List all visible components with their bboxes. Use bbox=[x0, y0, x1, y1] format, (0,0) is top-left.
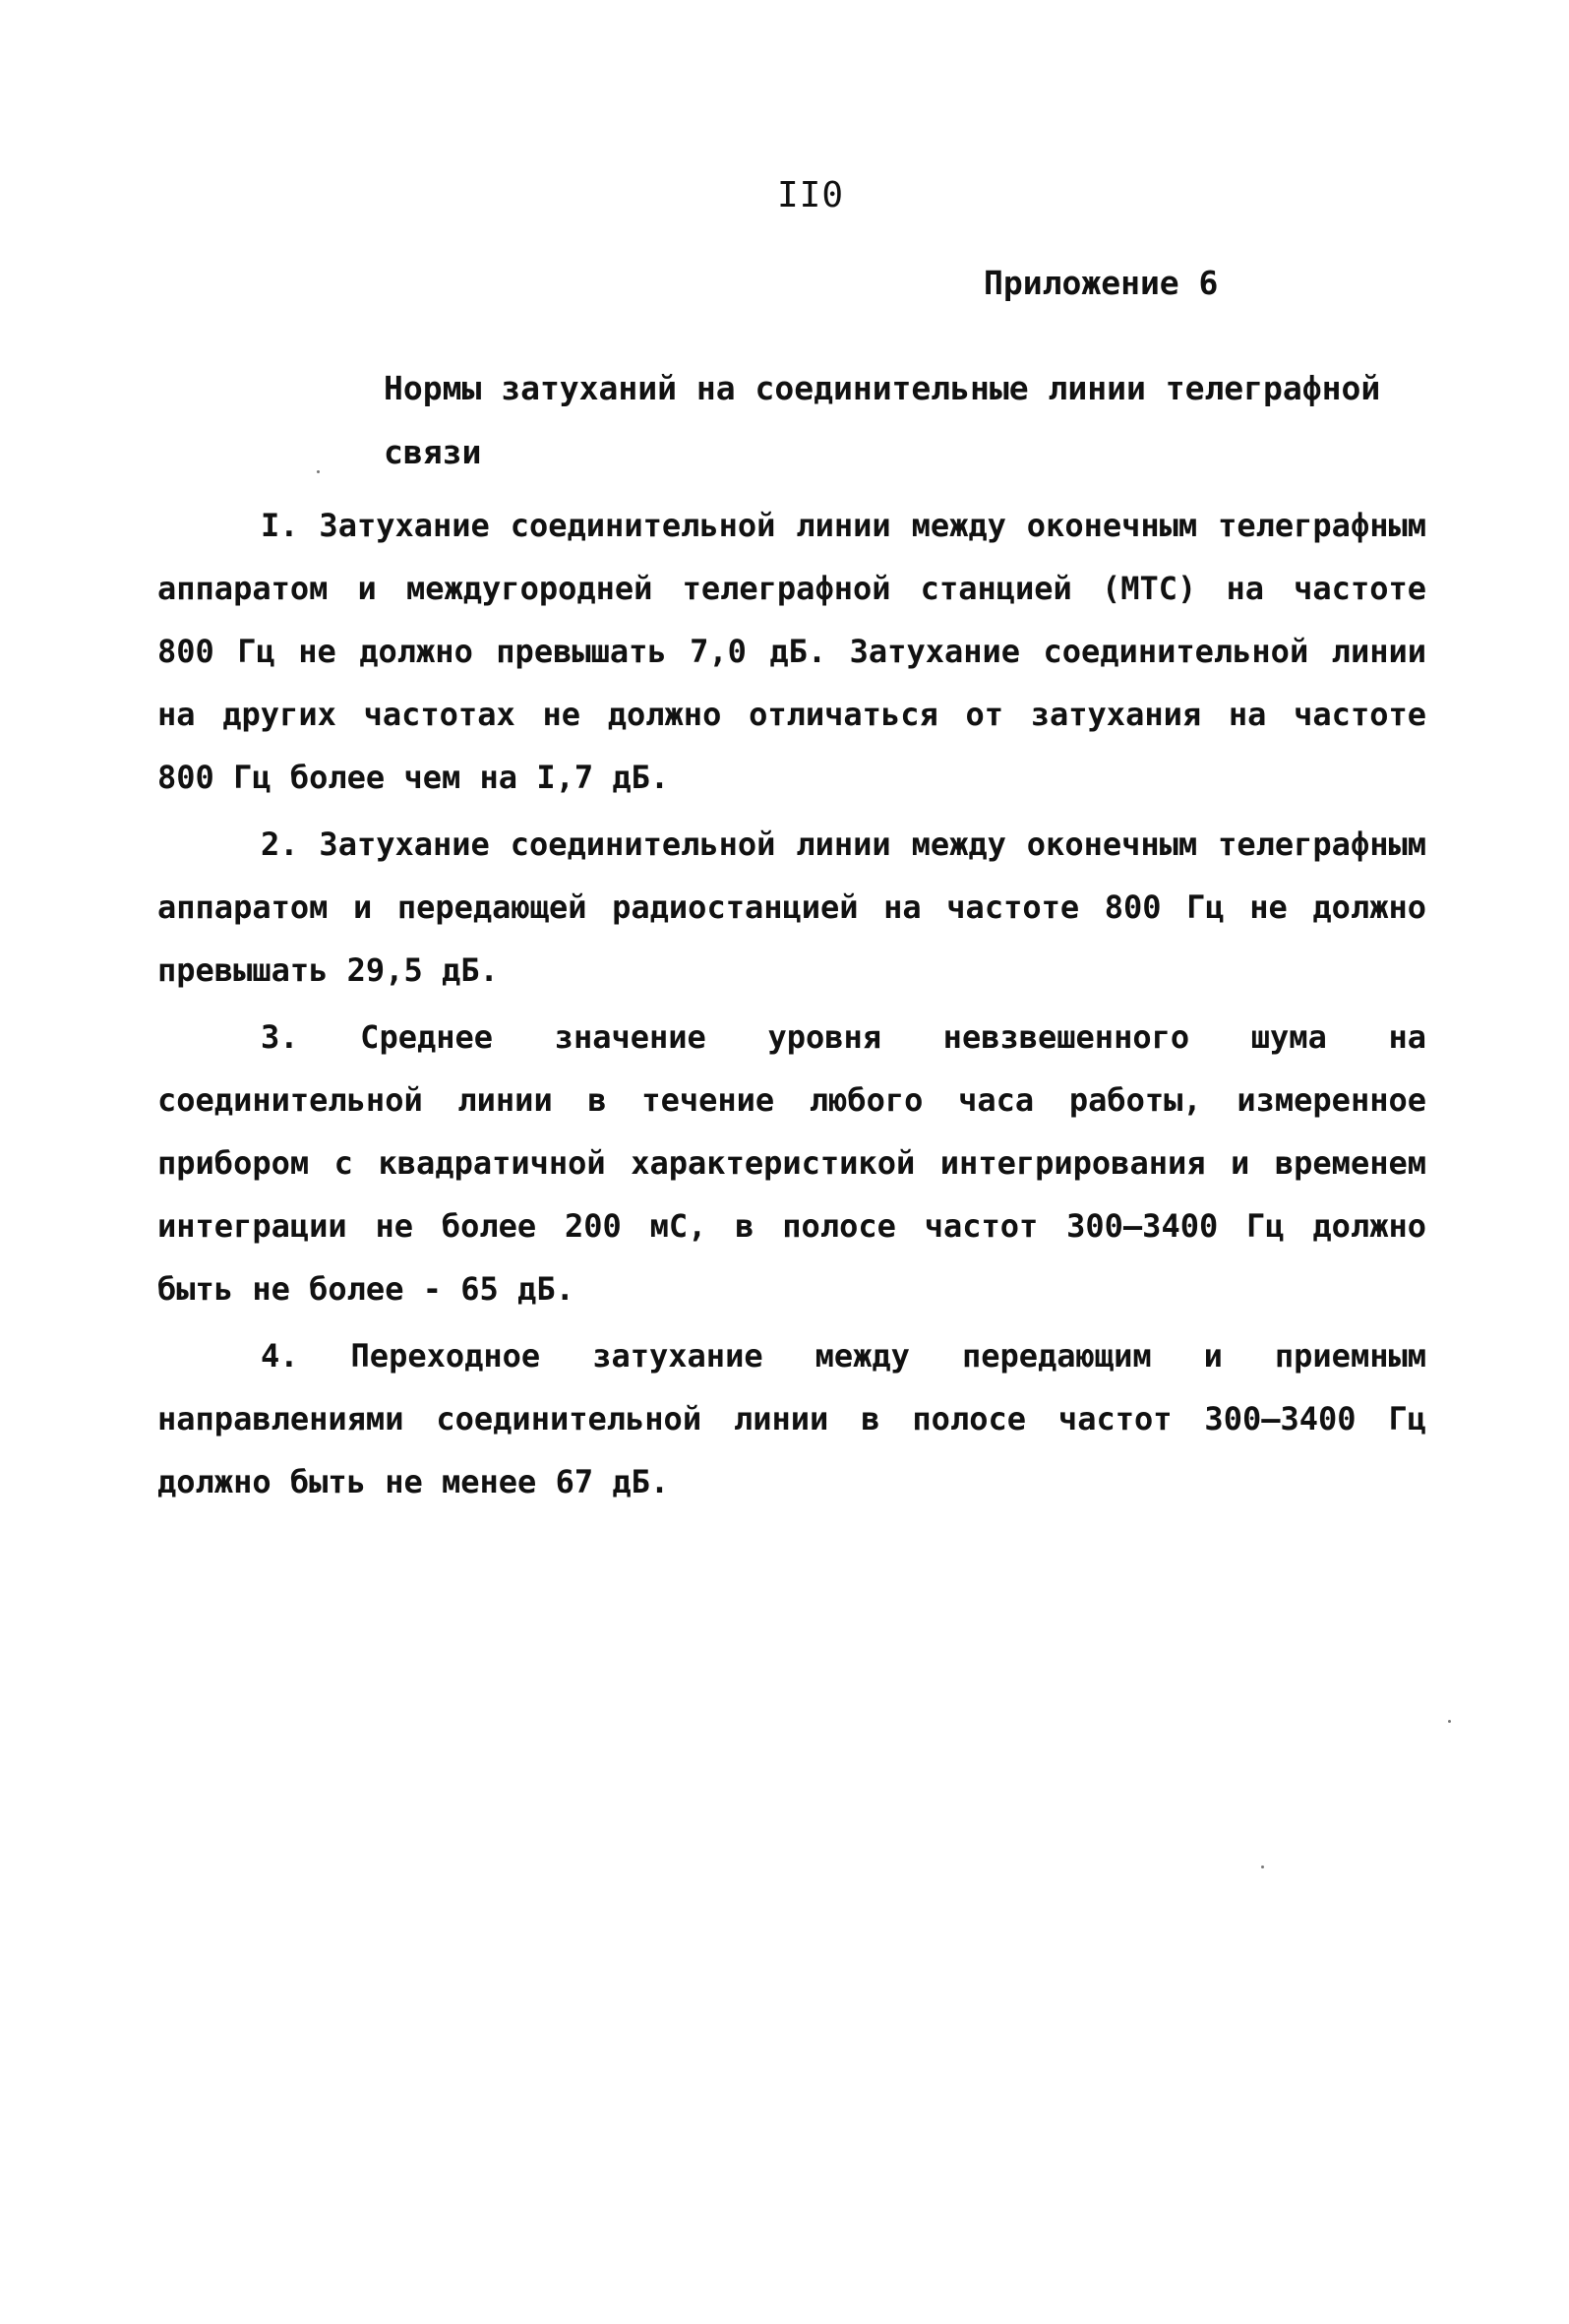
paragraph-4: 4. Переходное затухание между передающим и приемным направлениями соединительной линии в полосе частот 300–3400 Гц должно быть не менее 67 дБ. bbox=[157, 1337, 1426, 1500]
document-title: Нормы затуханий на соединительные линии телеграфной связи bbox=[384, 369, 1381, 471]
body-text bbox=[157, 494, 1426, 1517]
scan-speck bbox=[1261, 1865, 1264, 1868]
paragraph-3: 3. Среднее значение уровня невзвешенного шума на соединительной линии в течение любого часа работы, измеренное прибором с квадратичной характеристикой интегрирования и временем интеграции не более 200 мС, в полосе частот 300–3400 Гц должно быть не более - 65 дБ. bbox=[157, 1018, 1426, 1308]
scan-speck bbox=[317, 470, 320, 473]
paragraph-2: 2. Затухание соединительной линии между оконечным телеграфным аппаратом и передающей радиостанцией на частоте 800 Гц не должно превышать 29,5 дБ. bbox=[157, 826, 1426, 989]
page-number: II0 bbox=[777, 175, 845, 215]
appendix-label: Приложение 6 bbox=[984, 264, 1219, 302]
paragraph-1: I. Затухание соединительной линии между оконечным телеграфным аппаратом и междугородней телеграфной станцией (МТС) на частоте 800 Гц не должно превышать 7,0 дБ. Затухание соединительной линии на других частотах не должно отличаться от затухания на частоте 800 Гц более чем на I,7 дБ. bbox=[157, 507, 1426, 796]
scan-speck bbox=[1448, 1720, 1451, 1723]
